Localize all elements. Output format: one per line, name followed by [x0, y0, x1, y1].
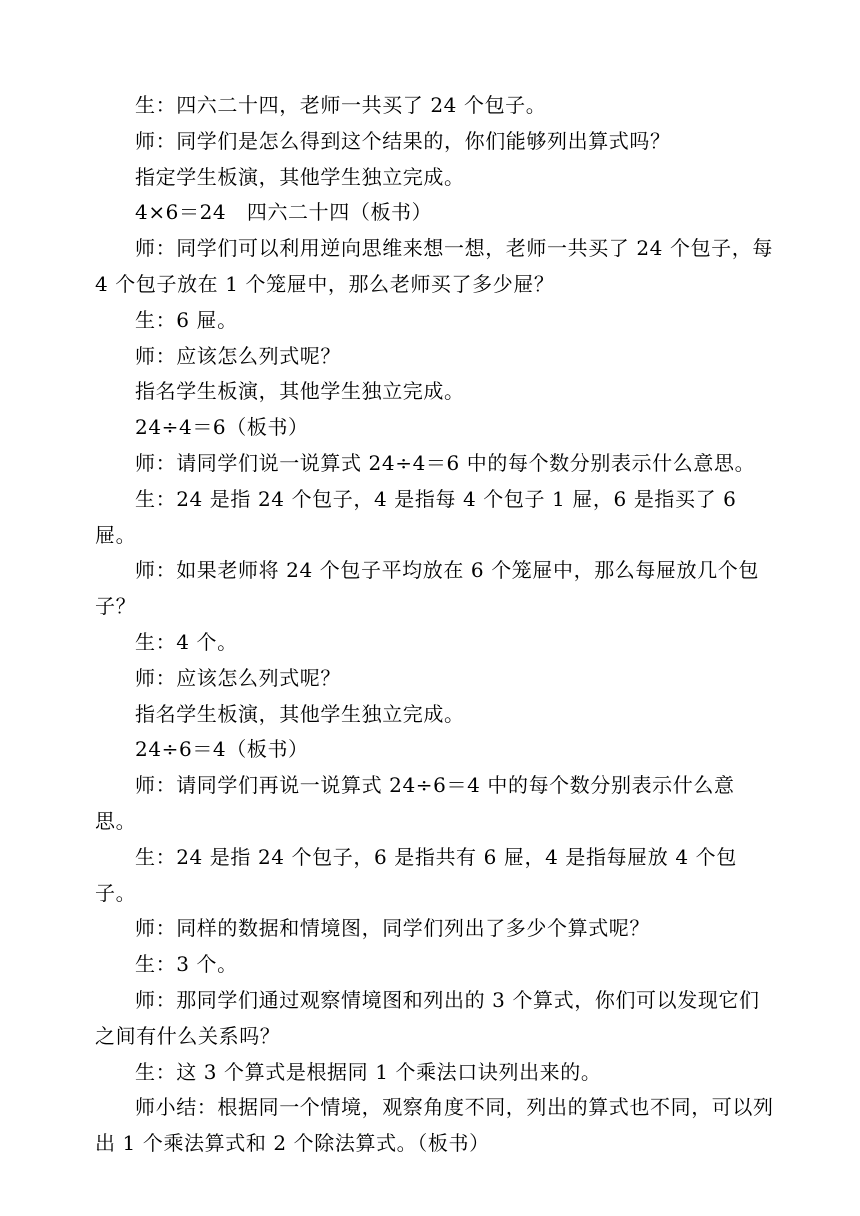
paragraph: 师：同学们可以利用逆向思维来想一想，老师一共买了 24 个包子，每 4 个包子放在 1 个笼屉中，那么老师买了多少屉？	[95, 236, 773, 296]
paragraph: 24÷6＝4（板书）	[135, 737, 309, 762]
paragraph: 师小结：根据同一个情境，观察角度不同，列出的算式也不同，可以列出 1 个乘法算式和 2 个除法算式。（板书）	[95, 1095, 774, 1156]
paragraph: 师：同学们是怎么得到这个结果的，你们能够列出算式吗？	[135, 128, 671, 153]
paragraph: 师：如果老师将 24 个包子平均放在 6 个笼屉中，那么每屉放几个包子？	[95, 558, 760, 619]
paragraph: 生：24 是指 24 个包子，4 是指每 4 个包子 1 屉，6 是指买了 6 屉。	[95, 486, 737, 547]
paragraph: 生：四六二十四，老师一共买了 24 个包子。	[135, 93, 547, 117]
paragraph: 师：请同学们说一说算式 24÷4＝6 中的每个数分别表示什么意思。	[135, 450, 756, 475]
paragraph: 师：同样的数据和情境图，同学们列出了多少个算式呢？	[135, 916, 650, 941]
paragraph: 生：3 个。	[135, 952, 238, 977]
paragraph: 生：4 个。	[135, 629, 238, 654]
paragraph: 4×6＝24 四六二十四（板书）	[135, 200, 433, 225]
paragraph: 指定学生板演，其他学生独立完成。	[135, 164, 465, 189]
document-body	[95, 88, 775, 1162]
paragraph: 师：应该怎么列式呢？	[135, 343, 341, 368]
paragraph: 生：这 3 个算式是根据同 1 个乘法口诀列出来的。	[135, 1059, 602, 1084]
paragraph: 24÷4＝6（板书）	[135, 415, 309, 440]
paragraph: 师：那同学们通过观察情境图和列出的 3 个算式，你们可以发现它们之间有什么关系吗？	[95, 987, 760, 1048]
paragraph: 生：6 屉。	[135, 307, 238, 332]
paragraph: 指名学生板演，其他学生独立完成。	[135, 379, 465, 404]
paragraph: 生：24 是指 24 个包子，6 是指共有 6 屉，4 是指每屉放 4 个包子。	[95, 844, 737, 905]
paragraph: 指名学生板演，其他学生独立完成。	[135, 701, 465, 726]
paragraph: 师：请同学们再说一说算式 24÷6＝4 中的每个数分别表示什么意思。	[95, 773, 735, 833]
paragraph: 师：应该怎么列式呢？	[135, 665, 341, 690]
